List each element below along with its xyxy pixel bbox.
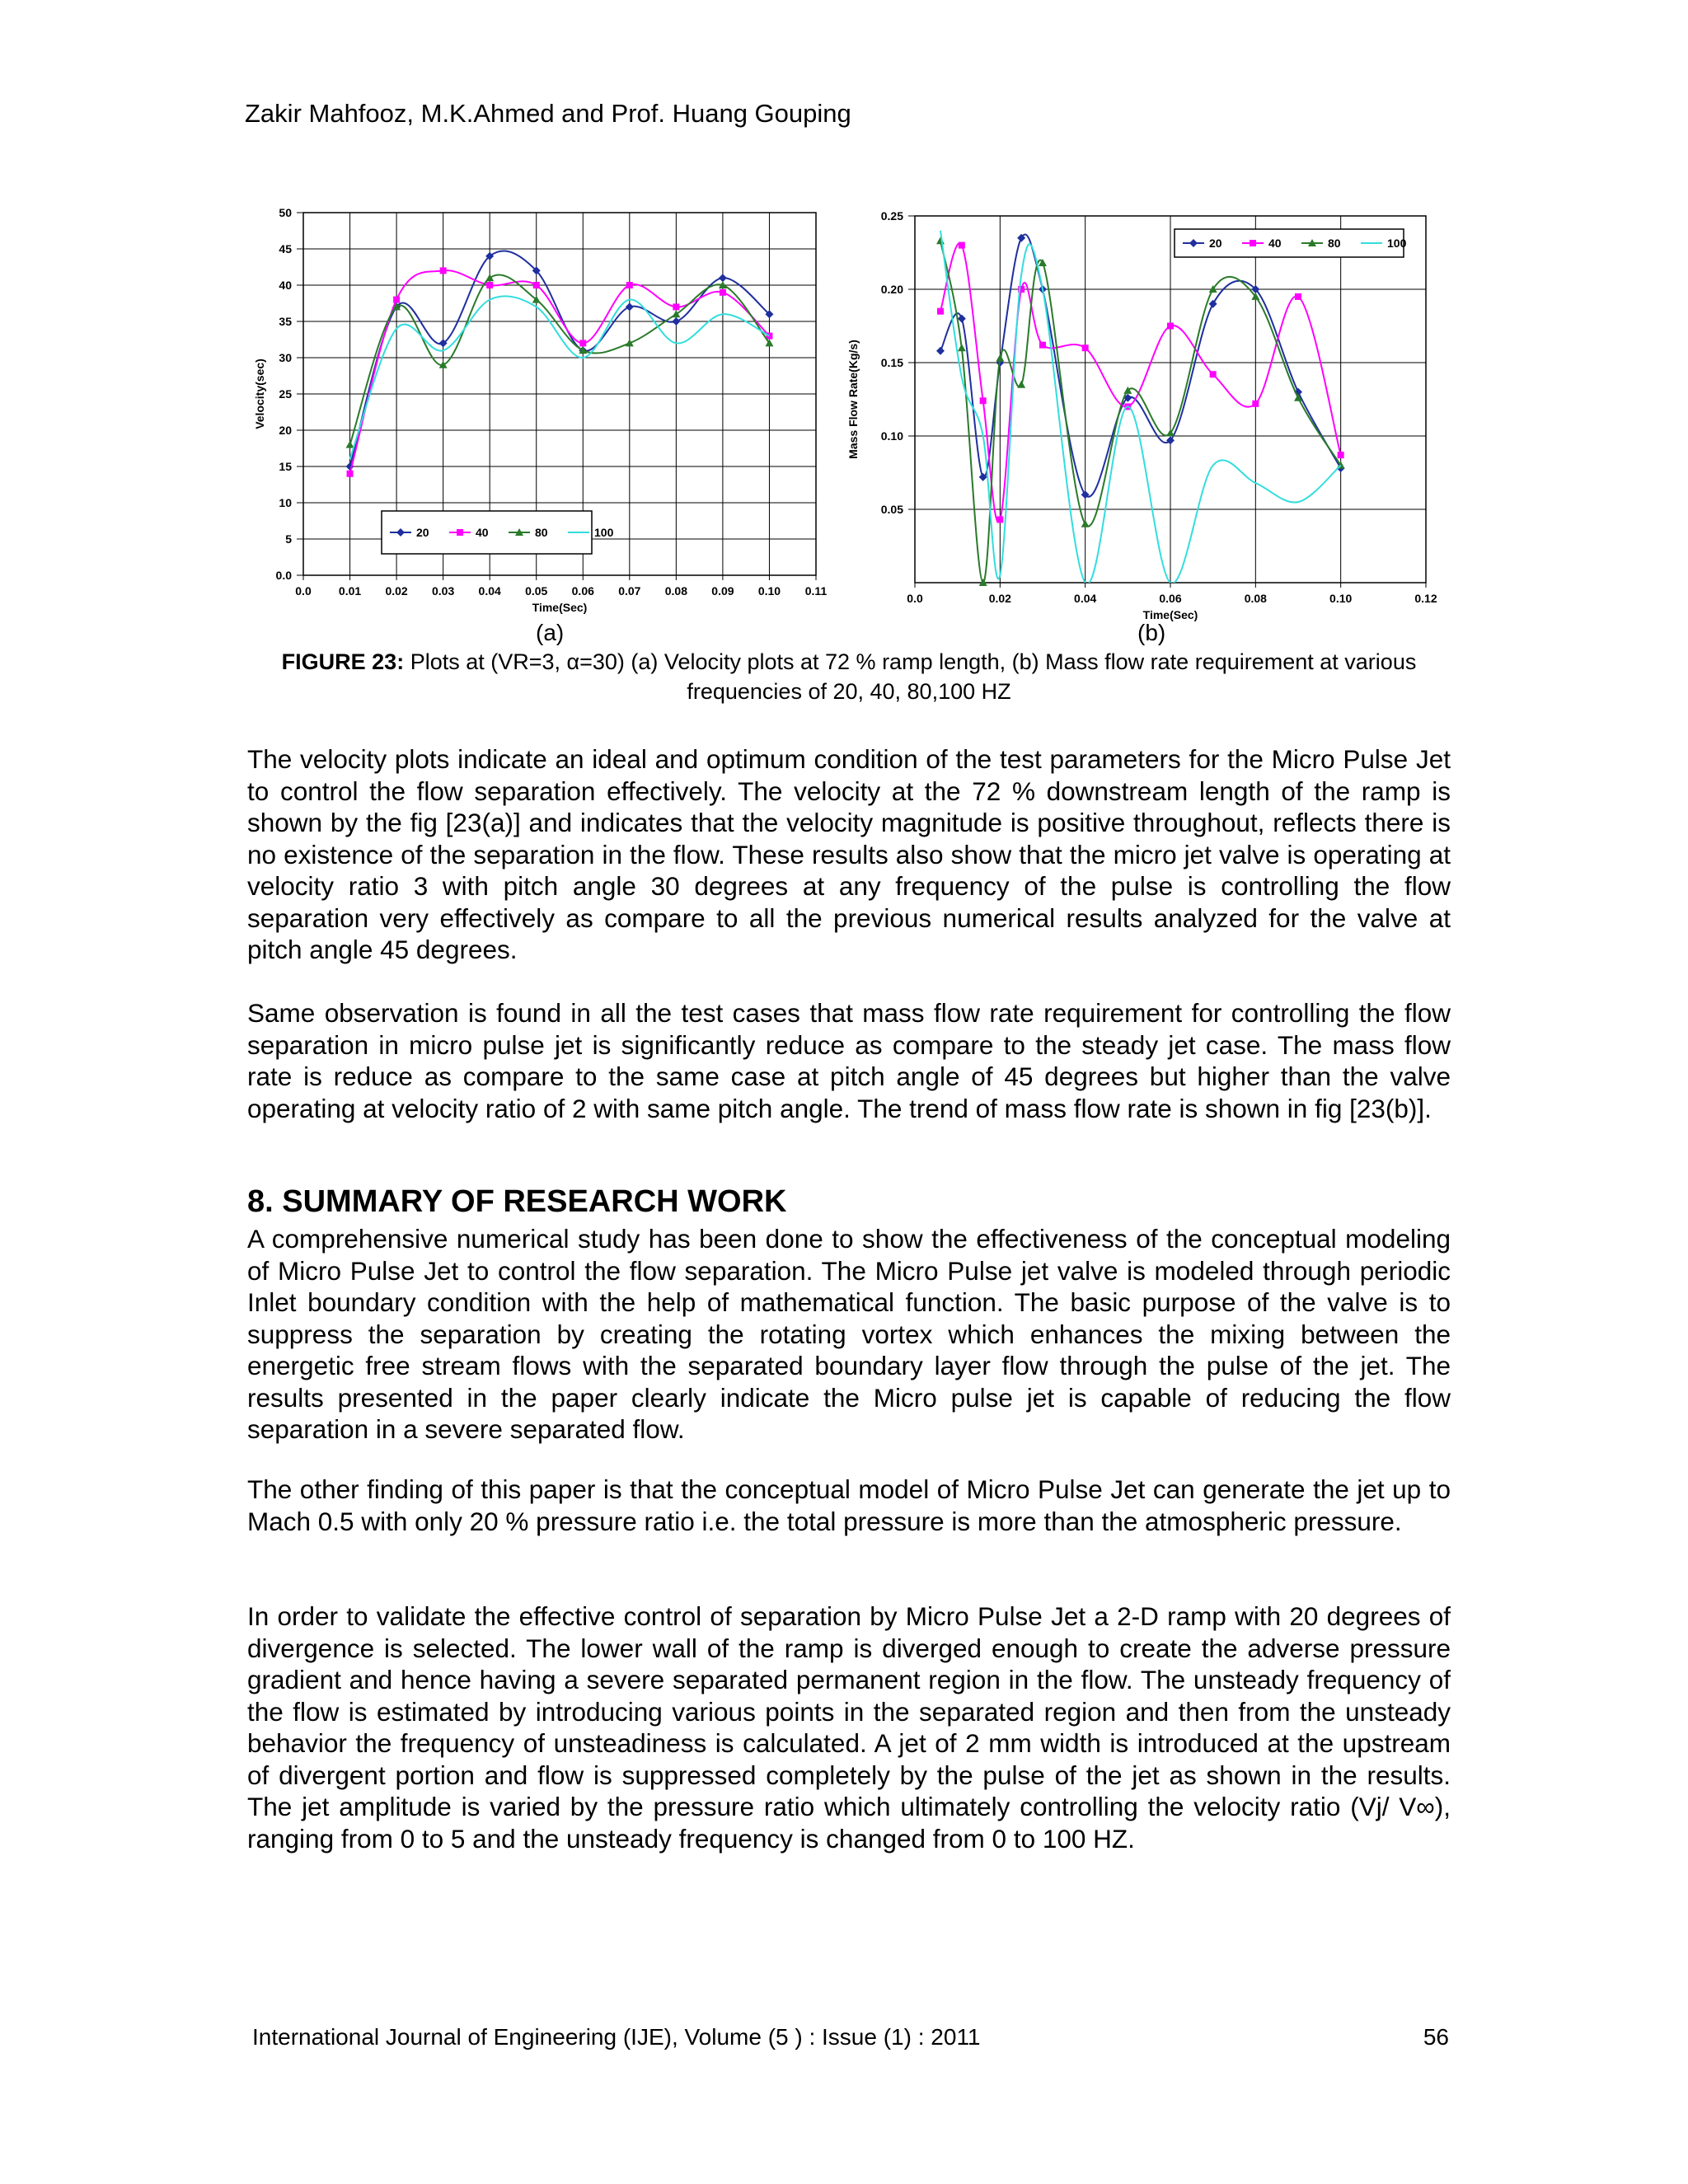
massflow-x-axis-label: Time(Sec) <box>1142 608 1198 621</box>
massflow-series-point-40 <box>1039 342 1046 349</box>
velocity-series-point-40 <box>533 282 540 288</box>
velocity-series-point-40 <box>393 297 400 303</box>
massflow-legend-label-20: 20 <box>1209 237 1222 250</box>
massflow-x-tick-label: 0.02 <box>988 592 1011 605</box>
massflow-x-tick-label: 0.04 <box>1074 592 1097 605</box>
velocity-legend-label-40: 40 <box>476 526 489 539</box>
velocity-x-tick-label: 0.08 <box>664 584 687 598</box>
sub-label-b: (b) <box>1137 620 1166 645</box>
page-number: 56 <box>1423 2024 1449 2050</box>
velocity-series-point-40 <box>486 282 493 288</box>
sub-label-a: (a) <box>536 620 565 645</box>
massflow-y-tick-label: 0.20 <box>880 283 903 296</box>
velocity-x-tick-label: 0.01 <box>338 584 362 598</box>
velocity-chart-svg <box>247 198 841 618</box>
massflow-series-point-40 <box>1167 323 1174 330</box>
massflow-y-tick-label: 0.05 <box>880 503 903 516</box>
velocity-x-tick-label: 0.0 <box>295 584 312 598</box>
velocity-series-point-40 <box>626 282 633 288</box>
mass-flow-chart <box>841 198 1451 621</box>
velocity-x-tick-label: 0.10 <box>757 584 781 598</box>
velocity-y-tick-label: 50 <box>279 206 292 219</box>
velocity-y-axis-label: Velocity(sec) <box>253 359 266 429</box>
massflow-legend-marker-40 <box>1250 240 1256 246</box>
paragraph-summary-3: In order to validate the effective control of separation by Micro Pulse Jet a 2-D ramp with 20 degrees of divergence is selected. The lower wall of the ramp is diverged enough to create the adverse pressure gradient and hence having a severe separated permanent region in the flow. The unsteady frequency of the flow is estimated by introducing various points in the separated region and then from the unsteady behavior the frequency of unsteadiness is calculated. A jet of 2 mm width is introduced at the upstream of divergent portion and flow is suppressed completely by the pulse of the jet as shown in the results. The jet amplitude is varied by the pressure ratio which ultimately controlling the velocity ratio (Vj/ V∞), ranging from 0 to 5 and the unsteady frequency is changed from 0 to 100 HZ. <box>247 1601 1451 1854</box>
velocity-series-point-40 <box>673 303 679 310</box>
running-head: Zakir Mahfooz, M.K.Ahmed and Prof. Huang Gouping <box>245 99 851 128</box>
velocity-x-tick-label: 0.06 <box>571 584 594 598</box>
massflow-series-point-40 <box>1295 293 1301 300</box>
section-title: 8. SUMMARY OF RESEARCH WORK <box>247 1184 787 1219</box>
massflow-series-point-40 <box>1252 401 1259 407</box>
massflow-legend-label-40: 40 <box>1268 237 1282 250</box>
massflow-series-point-40 <box>1338 452 1344 458</box>
velocity-x-tick-label: 0.09 <box>711 584 734 598</box>
massflow-series-point-40 <box>996 516 1003 523</box>
velocity-x-tick-label: 0.05 <box>525 584 548 598</box>
massflow-x-tick-label: 0.06 <box>1159 592 1182 605</box>
paragraph-summary-1: A comprehensive numerical study has been done to show the effectiveness of the conceptual modeling of Micro Pulse Jet to control the flow separation. The Micro Pulse jet valve is modeled through periodic Inlet boundary condition with the help of mathematical function. The basic purpose of the valve is to suppress the separation by creating the rotating vortex which enhances the mixing between the energetic free stream flows with the separated boundary layer flow through the pulse of the jet. The results presented in the paper clearly indicate the Micro pulse jet is capable of reducing the flow separation in a severe separated flow. <box>247 1224 1451 1444</box>
velocity-y-tick-label: 45 <box>279 242 292 255</box>
caption-lead: FIGURE 23: <box>281 649 405 674</box>
velocity-x-tick-label: 0.02 <box>385 584 408 598</box>
velocity-x-tick-label: 0.11 <box>804 584 828 598</box>
massflow-x-tick-label: 0.12 <box>1414 592 1437 605</box>
massflow-y-axis-label: Mass Flow Rate(Kg/s) <box>846 340 860 459</box>
massflow-legend-label-100: 100 <box>1387 237 1407 250</box>
caption-text: Plots at (VR=3, α=30) (a) Velocity plots at 72 % ramp length, (b) Mass flow rate requirement at various frequencies of 20, 40, 80,100 HZ <box>404 649 1417 704</box>
figure-23 <box>247 198 1451 635</box>
velocity-series-point-40 <box>720 289 726 296</box>
massflow-y-tick-label: 0.25 <box>880 209 903 223</box>
velocity-legend-marker-40 <box>457 529 463 536</box>
velocity-y-tick-label: 20 <box>279 424 292 437</box>
velocity-y-tick-label: 5 <box>285 532 292 546</box>
mass-flow-chart-svg <box>841 198 1451 621</box>
velocity-legend-label-100: 100 <box>594 526 614 539</box>
paragraph-summary-2: The other finding of this paper is that the conceptual model of Micro Pulse Jet can generate the jet up to Mach 0.5 with only 20 % pressure ratio i.e. the total pressure is more than the atmospheric pressure. <box>247 1474 1451 1536</box>
velocity-x-tick-label: 0.07 <box>618 584 641 598</box>
massflow-x-tick-label: 0.08 <box>1244 592 1267 605</box>
velocity-x-tick-label: 0.04 <box>478 584 501 598</box>
paragraph-velocity-discussion: The velocity plots indicate an ideal and optimum condition of the test parameters for the Micro Pulse Jet to control the flow separation effectively. The velocity at the 72 % downstream length of the ramp is shown by the fig [23(a)] and indicates that the velocity magnitude is positive throughout, reflects there is no existence of the separation in the flow. These results also show that the micro jet valve is operating at velocity ratio 3 with pitch angle 30 degrees at any frequency of the pulse is controlling the flow separation very effectively as compare to all the previous numerical results analyzed for the valve at pitch angle 45 degrees. <box>247 744 1451 964</box>
footer-journal: International Journal of Engineering (IJE), Volume (5 ) : Issue (1) : 2011 <box>252 2024 981 2050</box>
massflow-series-point-40 <box>1210 371 1217 377</box>
massflow-x-tick-label: 0.0 <box>907 592 923 605</box>
velocity-x-tick-label: 0.03 <box>432 584 455 598</box>
massflow-legend-label-80: 80 <box>1328 237 1341 250</box>
velocity-y-tick-label: 30 <box>279 351 292 364</box>
massflow-y-tick-label: 0.10 <box>880 429 903 443</box>
velocity-y-tick-label: 0.0 <box>275 569 292 582</box>
velocity-legend-label-80: 80 <box>535 526 548 539</box>
paragraph-mass-flow-discussion: Same observation is found in all the test cases that mass flow rate requirement for controlling the flow separation in micro pulse jet is significantly reduce as compare to the steady jet case. The mass flow rate is reduce as compare to the same case at pitch angle of 45 degrees but higher than the valve operating at velocity ratio of 2 with same pitch angle. The trend of mass flow rate is shown in fig [23(b)]. <box>247 998 1451 1123</box>
figure-caption <box>247 647 1451 706</box>
velocity-series-point-40 <box>579 340 586 346</box>
massflow-series-point-40 <box>980 397 987 404</box>
massflow-series-point-40 <box>959 242 965 249</box>
massflow-y-tick-label: 0.15 <box>880 356 903 369</box>
velocity-x-axis-label: Time(Sec) <box>532 601 588 614</box>
velocity-legend-label-20: 20 <box>416 526 429 539</box>
velocity-series-point-40 <box>440 267 447 274</box>
velocity-y-tick-label: 10 <box>279 496 292 509</box>
velocity-y-tick-label: 35 <box>279 315 292 328</box>
velocity-y-tick-label: 25 <box>279 387 292 401</box>
massflow-series-point-40 <box>1082 344 1089 351</box>
massflow-x-tick-label: 0.10 <box>1329 592 1353 605</box>
massflow-series-point-40 <box>937 308 944 315</box>
velocity-series-point-40 <box>347 471 354 477</box>
velocity-chart <box>247 198 841 618</box>
velocity-y-tick-label: 15 <box>279 460 292 473</box>
velocity-y-tick-label: 40 <box>279 279 292 292</box>
